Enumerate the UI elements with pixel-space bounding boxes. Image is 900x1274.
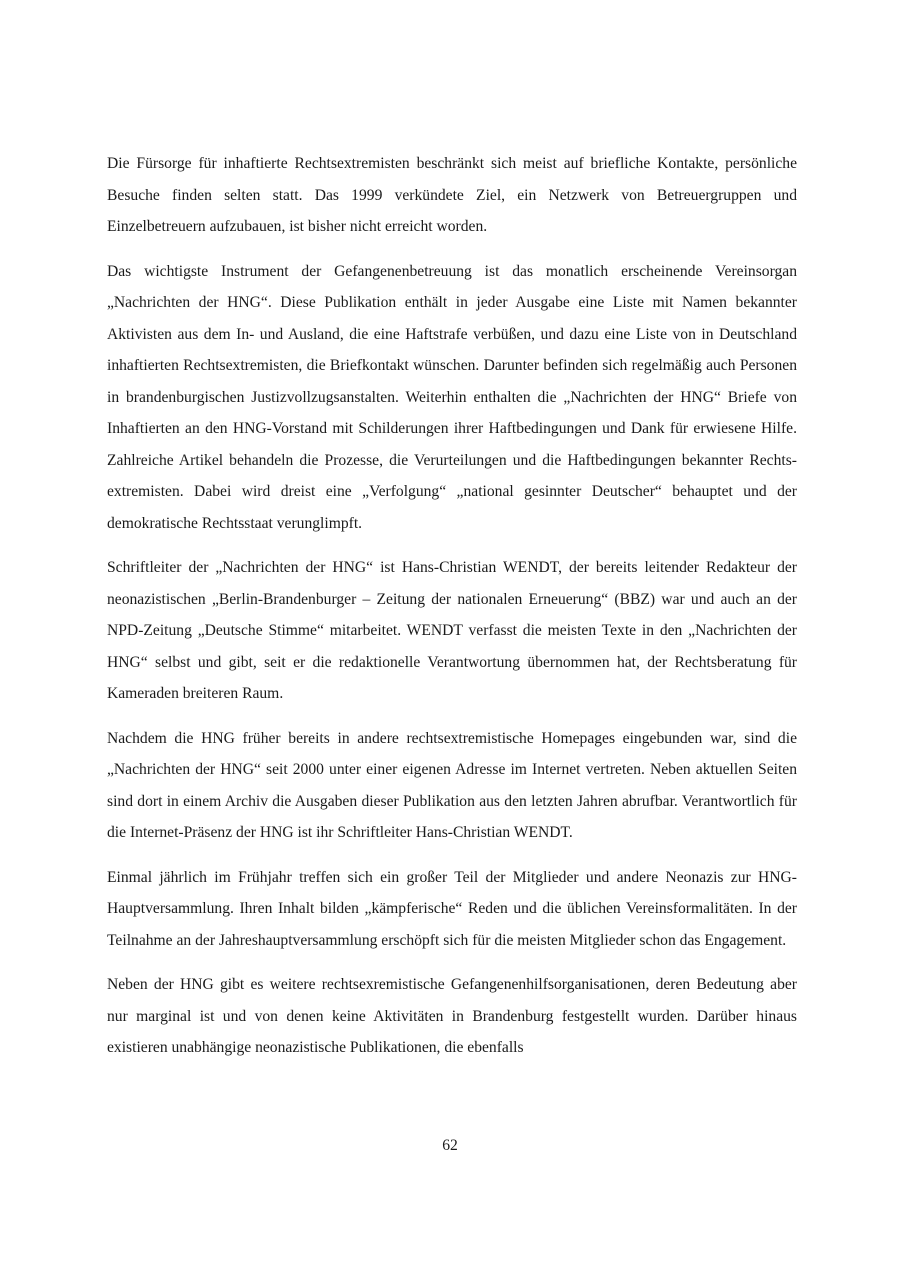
page-number: 62 <box>442 1137 458 1154</box>
paragraph-6: Neben der HNG gibt es weitere rechtsexremistische Gefangenenhilfsorganisationen, deren Bedeutung aber nur marginal ist und von denen keine Aktivitäten in Brandenburg festgestellt wurden. Darüber hinaus existieren unabhängige neonazistische Publikationen, die ebenfalls <box>107 976 797 1056</box>
body-text <box>107 148 797 1077</box>
paragraph-2: Das wichtigste Instrument der Gefangenenbetreuung ist das monatlich erscheinende Vereinsorgan „Nachrichten der HNG“. Diese Publikation enthält in jeder Ausgabe eine Liste mit Namen bekannter Aktivisten aus dem In- und Ausland, die eine Haftstrafe verbüßen, und dazu eine Liste von in Deutschland inhaftierten Rechtsextremisten, die Briefkontakt wünschen. Darunter befinden sich regelmäßig auch Personen in brandenburgischen Justizvollzugsanstalten. Weiterhin enthalten die „Nachrichten der HNG“ Briefe von Inhaftierten an den HNG-Vorstand mit Schilderungen ihrer Haftbedingungen und Dank für erwiesene Hilfe. Zahlreiche Artikel behandeln die Prozesse, die Verurteilungen und die Haftbedingungen bekannter Rechtsextremisten. Dabei wird dreist eine „Verfolgung“ „national gesinnter Deutscher“ behauptet und der demokratische Rechtsstaat verunglimpft. <box>107 262 797 532</box>
paragraph-5: Einmal jährlich im Frühjahr treffen sich ein großer Teil der Mitglieder und andere Neonazis zur HNG-Hauptversammlung. Ihren Inhalt bilden „kämpferische“ Reden und die üblichen Vereinsformalitäten. In der Teilnahme an der Jahreshauptversammlung erschöpft sich für die meisten Mitglieder schon das Engagement. <box>107 868 797 949</box>
paragraph-4: Nachdem die HNG früher bereits in andere rechtsextremistische Homepages eingebunden war, sind die „Nachrichten der HNG“ seit 2000 unter einer eigenen Adresse im Internet vertreten. Neben aktuellen Seiten sind dort in einem Archiv die Ausgaben dieser Publikation aus den letzten Jahren abrufbar. Verantwortlich für die Internet-Präsenz der HNG ist ihr Schriftleiter Hans-Christian WENDT. <box>107 729 797 841</box>
paragraph-1: Die Fürsorge für inhaftierte Rechtsextremisten beschränkt sich meist auf briefliche Kontakte, persönliche Besuche finden selten statt. Das 1999 verkündete Ziel, ein Netzwerk von Betreuergruppen und Einzelbetreuern aufzubauen, ist bisher nicht erreicht worden. <box>107 155 797 235</box>
paragraph-3: Schriftleiter der „Nachrichten der HNG“ ist Hans-Christian WENDT, der bereits leitender Redakteur der neonazistischen „Berlin-Brandenburger – Zeitung der nationalen Erneuerung“ (BBZ) war und auch an der NPD-Zeitung „Deutsche Stimme“ mitarbeitet. WENDT verfasst die meisten Texte in den „Nachrichten der HNG“ selbst und gibt, seit er die redaktionelle Verantwortung übernommen hat, der Rechtsberatung für Kameraden breiteren Raum. <box>107 559 797 702</box>
